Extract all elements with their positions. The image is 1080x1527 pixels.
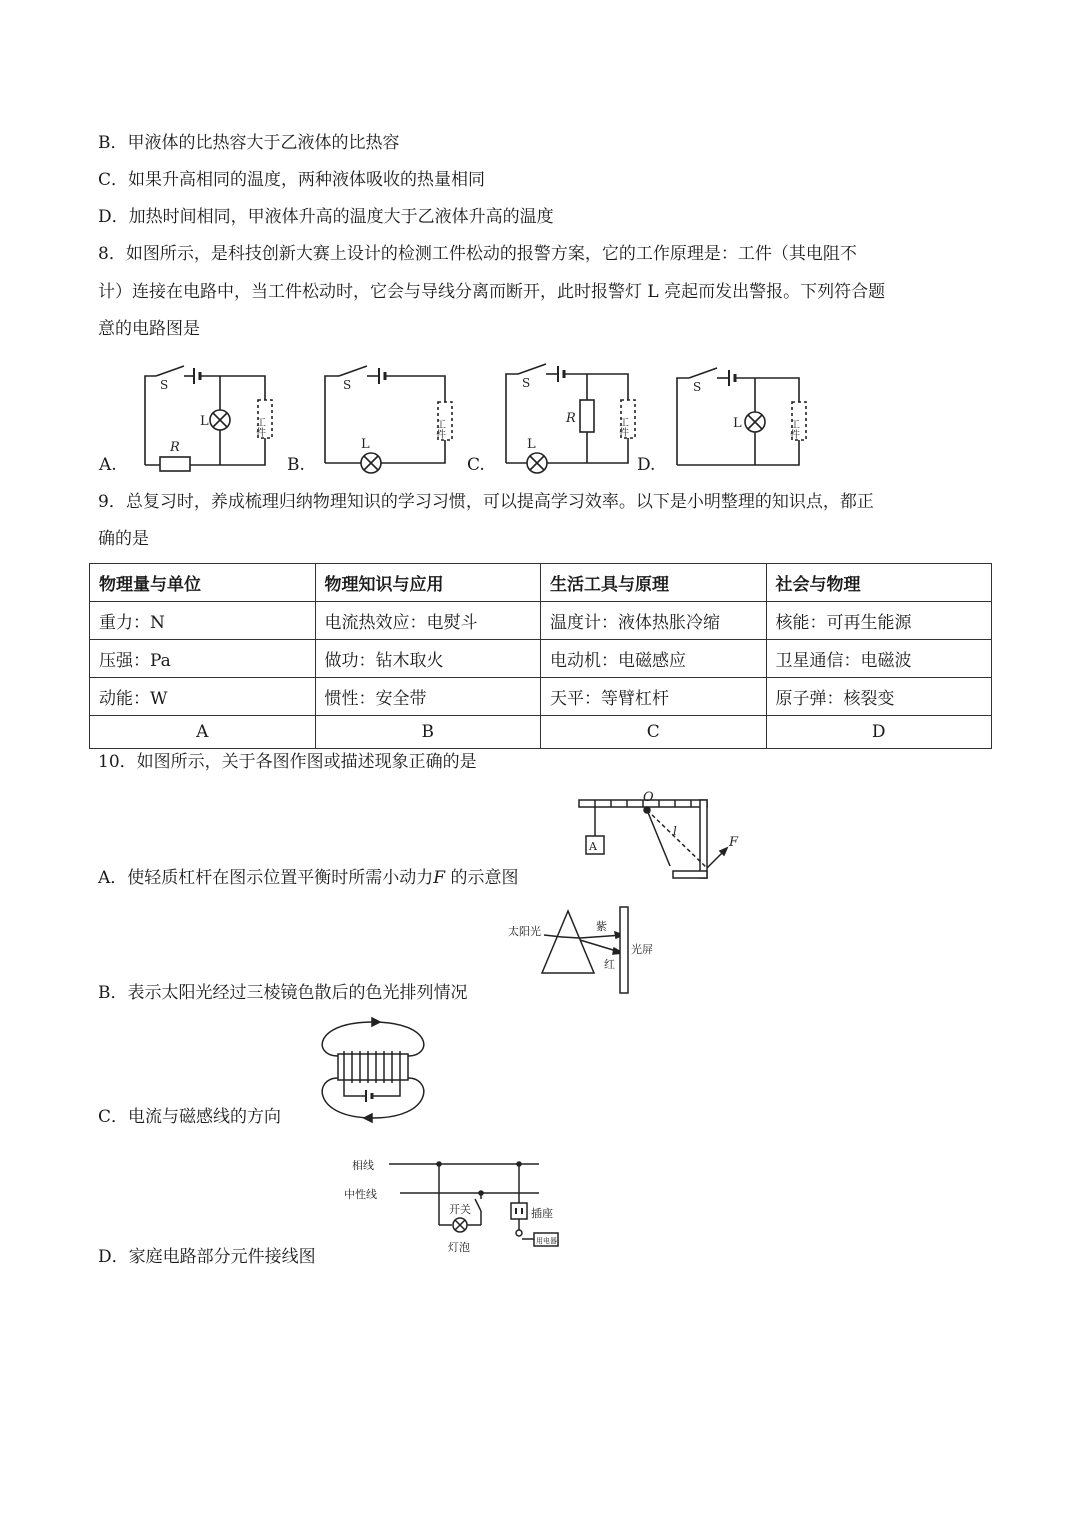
circuit-c-diagram <box>502 362 637 472</box>
table-header-cell: 生活工具与原理 <box>541 564 767 602</box>
table-option-cell: D <box>766 716 992 749</box>
q8-stem-line3: 意的电路图是 <box>98 319 200 339</box>
circuit-d-diagram <box>673 364 808 474</box>
table-cell: 原子弹：核裂变 <box>766 678 992 716</box>
table-header-cell: 物理知识与应用 <box>315 564 541 602</box>
prism-sunlight-label: 太阳光 <box>508 925 541 938</box>
circuit-c-lamp-label: L <box>527 437 536 452</box>
table-cell: 电动机：电磁感应 <box>541 640 767 678</box>
q8-option-b-label: B. <box>287 455 305 475</box>
q10-option-a-prefix: A．使轻质杠杆在图示位置平衡时所需小动力 <box>98 868 434 888</box>
table-cell: 压强：Pa <box>90 640 316 678</box>
prism-red-label: 红 <box>604 958 615 971</box>
circuit-b-workpiece-label: 工件 <box>433 419 445 439</box>
circuit-b-lamp-label: L <box>361 437 370 452</box>
q8-stem-line1: 8．如图所示，是科技创新大赛上设计的检测工件松动的报警方案，它的工作原理是：工件（其电阻不 <box>98 244 857 264</box>
table-header-cell: 物理量与单位 <box>90 564 316 602</box>
circuit-d-switch-label: S <box>693 380 702 394</box>
q10-stem: 10．如图所示，关于各图作图或描述现象正确的是 <box>98 752 477 772</box>
table-row <box>90 640 992 678</box>
q7-option-b: B．甲液体的比热容大于乙液体的比热容 <box>98 133 400 153</box>
table-cell: 温度计：液体热胀冷缩 <box>541 602 767 640</box>
q8-option-a-label: A. <box>99 455 117 475</box>
q10-household-circuit-diagram <box>344 1153 569 1258</box>
socket-label: 插座 <box>531 1207 553 1220</box>
table-cell: 核能：可再生能源 <box>766 602 992 640</box>
table-header-row <box>90 564 992 602</box>
bulb-label: 灯泡 <box>448 1241 470 1254</box>
table-cell: 卫星通信：电磁波 <box>766 640 992 678</box>
table-cell: 动能：W <box>90 678 316 716</box>
prism-screen-label: 光屏 <box>631 943 653 956</box>
circuit-c-workpiece-label: 工件 <box>616 417 628 437</box>
q9-stem-line2: 确的是 <box>98 529 149 549</box>
table-option-cell: C <box>541 716 767 749</box>
lever-block-label: A <box>589 840 597 853</box>
table-option-cell: B <box>315 716 541 749</box>
q10-lever-diagram <box>575 788 745 883</box>
q7-option-c: C．如果升高相同的温度，两种液体吸收的热量相同 <box>98 170 486 190</box>
q7-option-d: D．加热时间相同，甲液体升高的温度大于乙液体升高的温度 <box>98 207 554 227</box>
table-cell: 电流热效应：电熨斗 <box>315 602 541 640</box>
q10-option-a <box>98 867 518 889</box>
q8-option-d-label: D. <box>637 455 656 475</box>
circuit-d-lamp-label: L <box>733 416 742 431</box>
q8-stem-line2: 计）连接在电路中，当工件松动时，它会与导线分离而断开，此时报警灯 L 亮起而发出警报。下列符合题 <box>98 282 886 302</box>
q10-prism-diagram <box>508 905 668 997</box>
switch-label: 开关 <box>449 1203 471 1216</box>
q9-stem-line1: 9．总复习时，养成梳理归纳物理知识的学习习惯，可以提高学习效率。以下是小明整理的知识点，都正 <box>98 492 874 512</box>
circuit-b-switch-label: S <box>343 378 352 392</box>
q10-option-c: C．电流与磁感线的方向 <box>98 1107 282 1127</box>
table-header-cell: 社会与物理 <box>766 564 992 602</box>
circuit-a-lamp-label: L <box>200 414 209 429</box>
table-cell: 重力：N <box>90 602 316 640</box>
lever-pivot-label: O <box>643 790 654 805</box>
live-wire-label: 相线 <box>352 1159 374 1172</box>
q10-option-b: B．表示太阳光经过三棱镜色散后的色光排列情况 <box>98 983 468 1003</box>
table-row <box>90 602 992 640</box>
table-footer-row <box>90 716 992 749</box>
lever-arm-label: l <box>673 824 677 838</box>
table-cell: 天平：等臂杠杆 <box>541 678 767 716</box>
q10-solenoid-diagram <box>308 1018 438 1128</box>
lever-force-label: F <box>729 835 739 850</box>
circuit-c-resistor-label: R <box>566 411 576 426</box>
table-option-cell: A <box>90 716 316 749</box>
q10-option-a-force-var: F <box>433 868 446 888</box>
q8-option-c-label: C. <box>467 455 485 475</box>
circuit-a-resistor-label: R <box>170 440 180 455</box>
circuit-a-workpiece-label: 工件 <box>253 417 265 437</box>
q9-knowledge-table <box>89 563 992 749</box>
neutral-wire-label: 中性线 <box>344 1188 377 1201</box>
q10-option-a-suffix: 的示意图 <box>445 868 519 888</box>
circuit-a-switch-label: S <box>160 378 169 392</box>
circuit-d-workpiece-label: 工件 <box>787 419 799 439</box>
prism-violet-label: 紫 <box>596 920 607 933</box>
table-cell: 惯性：安全带 <box>315 678 541 716</box>
circuit-c-switch-label: S <box>522 376 531 390</box>
table-cell: 做功：钻木取火 <box>315 640 541 678</box>
table-row <box>90 678 992 716</box>
circuit-b-diagram <box>321 362 456 472</box>
appliance-label: 用电器 <box>536 1237 557 1245</box>
q10-option-d: D．家庭电路部分元件接线图 <box>98 1247 316 1267</box>
circuit-a-diagram <box>140 362 275 472</box>
